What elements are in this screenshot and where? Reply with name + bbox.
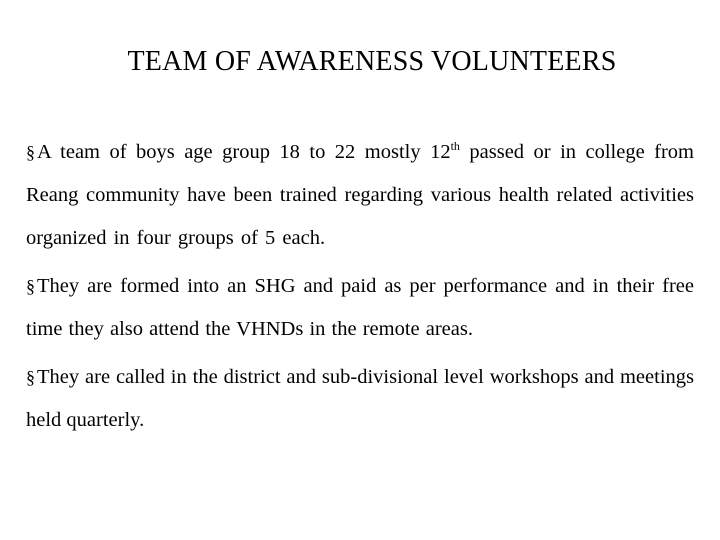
bullet-text-part: passed or in college from Reang community have been trained regarding various health related activities organized in four groups of 5 each. (26, 141, 694, 249)
bullet-list (26, 131, 694, 447)
bullet-text: They are called in the district and sub-divisional level workshops and meetings held quarterly. (26, 366, 694, 431)
bullet-marker-icon: § (26, 142, 35, 162)
bullet-text (26, 141, 694, 249)
bullet-text: They are formed into an SHG and paid as per performance and in their free time they also attend the VHNDs in the remote areas. (26, 275, 694, 340)
bullet-text-part: A team of boys age group 18 to 22 mostly 12 (37, 141, 451, 163)
bullet-marker-icon: § (26, 367, 35, 387)
ordinal-suffix: th (450, 139, 460, 153)
bullet-item-workshops (26, 356, 694, 442)
bullet-item-shg (26, 265, 694, 351)
bullet-marker-icon: § (26, 276, 35, 296)
slide-title: TEAM OF AWARENESS VOLUNTEERS (127, 46, 617, 77)
bullet-item-training (26, 131, 694, 260)
